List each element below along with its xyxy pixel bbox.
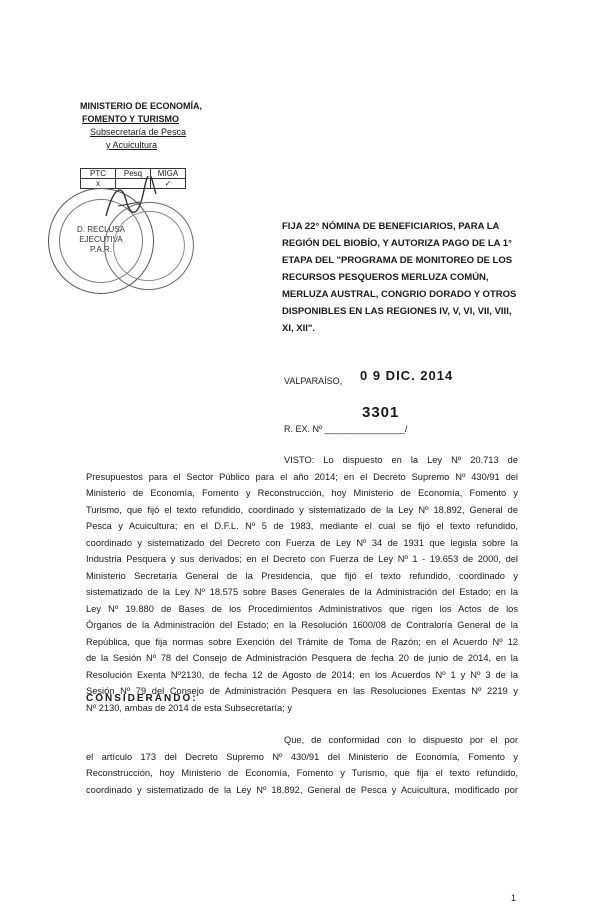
visto-line: Pesca y Acuicultura; en el D.F.L. Nº 5 de 1983, mediante el cual se fijó el texto refundido,	[86, 521, 518, 531]
que-line: coordinado y sistematizado de la Ley Nº 18.892, General de Pesca y Acuicultura, modificado por	[86, 784, 518, 795]
visto-line: VISTO: Lo dispuesto en la Ley Nº 20.713 de	[284, 455, 518, 465]
visto-line: Órganos de la Administración del Estado; en la Resolución 1600/08 de Contraloría General de la	[86, 620, 518, 630]
visto-line: de la Sesión Nº 78 del Consejo de Administración Pesquera de fecha 20 de junio de 2014, en la	[86, 653, 518, 663]
ministry-line: FOMENTO Y TURISMO	[82, 114, 180, 124]
visto-line: Ministerio de Economía, Fomento y Reconstrucción, hoy Ministerio de Economía, Fomento y	[86, 488, 518, 498]
routing-header: Pesq	[116, 169, 151, 179]
date-stamp: 0 9 DIC. 2014	[360, 368, 454, 383]
ministry-line: MINISTERIO DE ECONOMÍA,	[80, 101, 203, 111]
que-line: Que, de conformidad con lo dispuesto por el por	[284, 735, 518, 745]
visto-line: Resolución Exenta Nº2130, de fecha 12 de Agosto de 2014; en los Acuerdos Nº 1 y Nº 3 de la	[86, 669, 518, 680]
place-label: VALPARAÍSO,	[284, 376, 343, 386]
visto-line: Turismo, que fijó el texto refundido, coordinado y sistematizado de la Ley Nº 18.892, General de	[86, 504, 518, 515]
que-line: el artículo 173 del Decreto Supremo Nº 430/91 del Ministerio de Economía, Fomento y	[86, 751, 518, 762]
title-line: XI, XII".	[282, 323, 316, 334]
routing-header: MIGA	[151, 169, 186, 179]
page-number: 1	[511, 893, 517, 903]
visto-line: Presupuestos para el Sector Público para el año 2014; en el Decreto Supremo Nº 430/91 del	[86, 471, 518, 482]
que-line: Reconstrucción, hoy Ministerio de Economía, Fomento y Turismo, que fija el texto refundido,	[86, 768, 518, 778]
visto-line: República, que fija normas sobre Exención del Trámite de Toma de Razón; en el Acuerdo Nº 12	[86, 636, 518, 647]
routing-header: PTC	[81, 169, 116, 179]
visto-line: Ministerio Secretaría General de la Presidencia, que fijó el texto refundido, coordinado y	[86, 570, 518, 581]
title-line: DISPONIBLES EN LAS REGIONES IV, V, VI, VII, VIII,	[282, 306, 512, 317]
title-line: RECURSOS PESQUEROS MERLUZA COMÚN,	[282, 272, 489, 283]
visto-line: sistematizado de la Ley Nº 18.575 sobre Bases Generales de la Administración del Estado; en la	[86, 587, 518, 597]
subsecretaria-line: Subsecretaría de Pesca	[90, 127, 187, 137]
title-line: ETAPA DEL "PROGRAMA DE MONITOREO DE LOS	[282, 255, 513, 266]
que-paragraph	[86, 732, 518, 798]
visto-paragraph	[86, 452, 518, 716]
visto-line: Industria Pesquera y sus derivados; en el Decreto con Fuerza de Ley Nº 1 - 19.653 de 2000, del	[86, 554, 518, 564]
seal-text-line: D. RECLUSA	[76, 225, 125, 234]
subsecretaria-line: y Acuicultura	[106, 140, 158, 150]
signature-icon	[100, 176, 160, 226]
visto-line: Nº 2130, ambas de 2014 de esta Subsecretaría; y	[86, 702, 292, 713]
resolution-number: 3301	[362, 404, 400, 421]
title-line: MERLUZA AUSTRAL, CONGRIO DORADO Y OTROS	[282, 289, 517, 300]
seal-text-line: P.A.R.	[89, 245, 113, 254]
visto-line: Ley Nº 19.880 de Bases de los Procedimientos Administrativos que rigen los Actos de los	[86, 603, 518, 614]
seal-text-line: EJECUTIVA	[79, 235, 123, 244]
resolution-ref: R. EX. Nº ________________/	[284, 424, 408, 434]
ministry-header	[80, 100, 250, 152]
considerando-heading: CONSIDERANDO:	[86, 693, 198, 704]
routing-mark: x	[81, 179, 116, 189]
visto-line: Sesión Nº 79 del Consejo de Administración Pesquera en las Resoluciones Exentas Nº 2219 y	[86, 686, 518, 696]
date-row	[284, 368, 454, 386]
title-line: REGIÓN DEL BIOBÍO, Y AUTORIZA PAGO DE LA 1°	[282, 238, 512, 249]
resolution-title	[282, 218, 517, 337]
title-line: FIJA 22° NÓMINA DE BENEFICIARIOS, PARA LA	[282, 221, 500, 232]
routing-mark: ✓	[151, 179, 186, 189]
visto-line: coordinado y sistematizado del Decreto con Fuerza de Ley Nº 34 de 1931 que legisla sobre la	[86, 537, 518, 548]
